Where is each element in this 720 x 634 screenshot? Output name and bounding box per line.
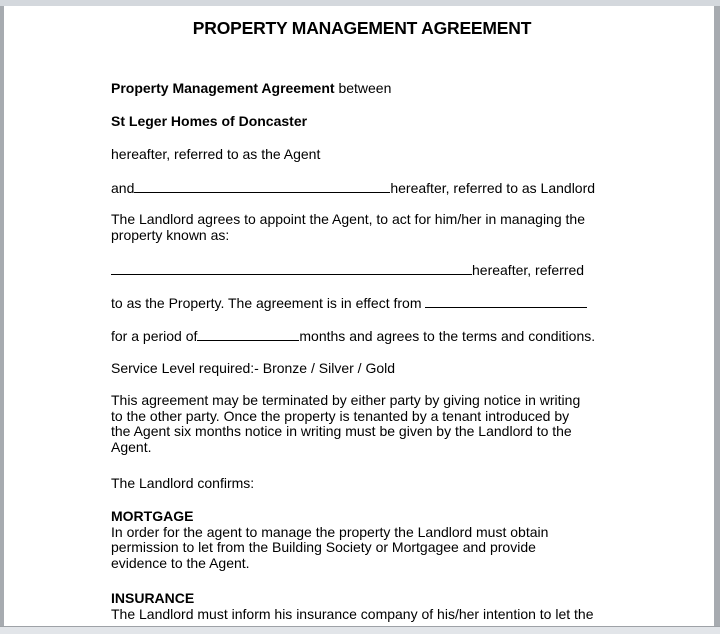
agent-ref: hereafter, referred to as the Agent (111, 146, 321, 162)
period-months-blank[interactable] (197, 327, 299, 341)
termination-line-1: This agreement may be terminated by either party by giving notice in writing (111, 392, 581, 408)
termination-line-2: to the other party. Once the property is tenanted by a tenant introduced by (111, 407, 570, 424)
appoint-line-2: property known as: (111, 226, 230, 243)
period-suffix: months and agrees to the terms and conditions. (299, 328, 596, 344)
termination-line-3: the Agent six months notice in writing must be given by the Landlord to the (111, 423, 572, 439)
landlord-prefix: and (111, 180, 135, 196)
landlord-line (111, 179, 595, 196)
document-title: PROPERTY MANAGEMENT AGREEMENT (192, 18, 532, 38)
termination-paragraph (111, 393, 580, 455)
mortgage-section (111, 509, 548, 571)
landlord-confirms: The Landlord confirms: (111, 475, 255, 491)
service-level: Service Level required:- Bronze / Silver / Gold (111, 360, 396, 376)
mortgage-line-2: permission to let from the Building Society or Mortgagee and provide (111, 539, 536, 555)
landlord-name-blank[interactable] (134, 179, 390, 193)
mortgage-line-3: evidence to the Agent. (111, 554, 250, 571)
period-prefix: for a period of (111, 328, 198, 344)
appoint-paragraph (111, 212, 585, 243)
right-page-shadow (714, 6, 720, 628)
start-date-blank[interactable] (425, 294, 587, 308)
intro-rest: between (338, 80, 392, 96)
mortgage-heading: MORTGAGE (111, 508, 194, 524)
period-line (111, 327, 595, 344)
property-line (111, 261, 584, 278)
insurance-heading: INSURANCE (111, 590, 195, 606)
window-bottom-strip (0, 627, 720, 634)
appoint-line-1: The Landlord agrees to appoint the Agent, to act for him/her in managing the (111, 211, 585, 227)
effect-text: to as the Property. The agreement is in effect from (111, 295, 422, 311)
mortgage-line-1: In order for the agent to manage the property the Landlord must obtain (111, 523, 549, 540)
intro-bold: Property Management Agreement (111, 80, 335, 96)
effect-line (111, 294, 587, 311)
termination-line-4: Agent. (111, 438, 152, 455)
insurance-line-1: The Landlord must inform his insurance company of his/her intention to let the (111, 605, 594, 622)
intro-line (111, 80, 391, 96)
property-suffix: hereafter, referred (472, 262, 585, 278)
insurance-section (111, 591, 593, 622)
document-page (4, 6, 714, 626)
agent-name: St Leger Homes of Doncaster (111, 113, 308, 129)
landlord-suffix: hereafter, referred to as Landlord (390, 180, 596, 196)
property-address-blank[interactable] (111, 261, 472, 275)
